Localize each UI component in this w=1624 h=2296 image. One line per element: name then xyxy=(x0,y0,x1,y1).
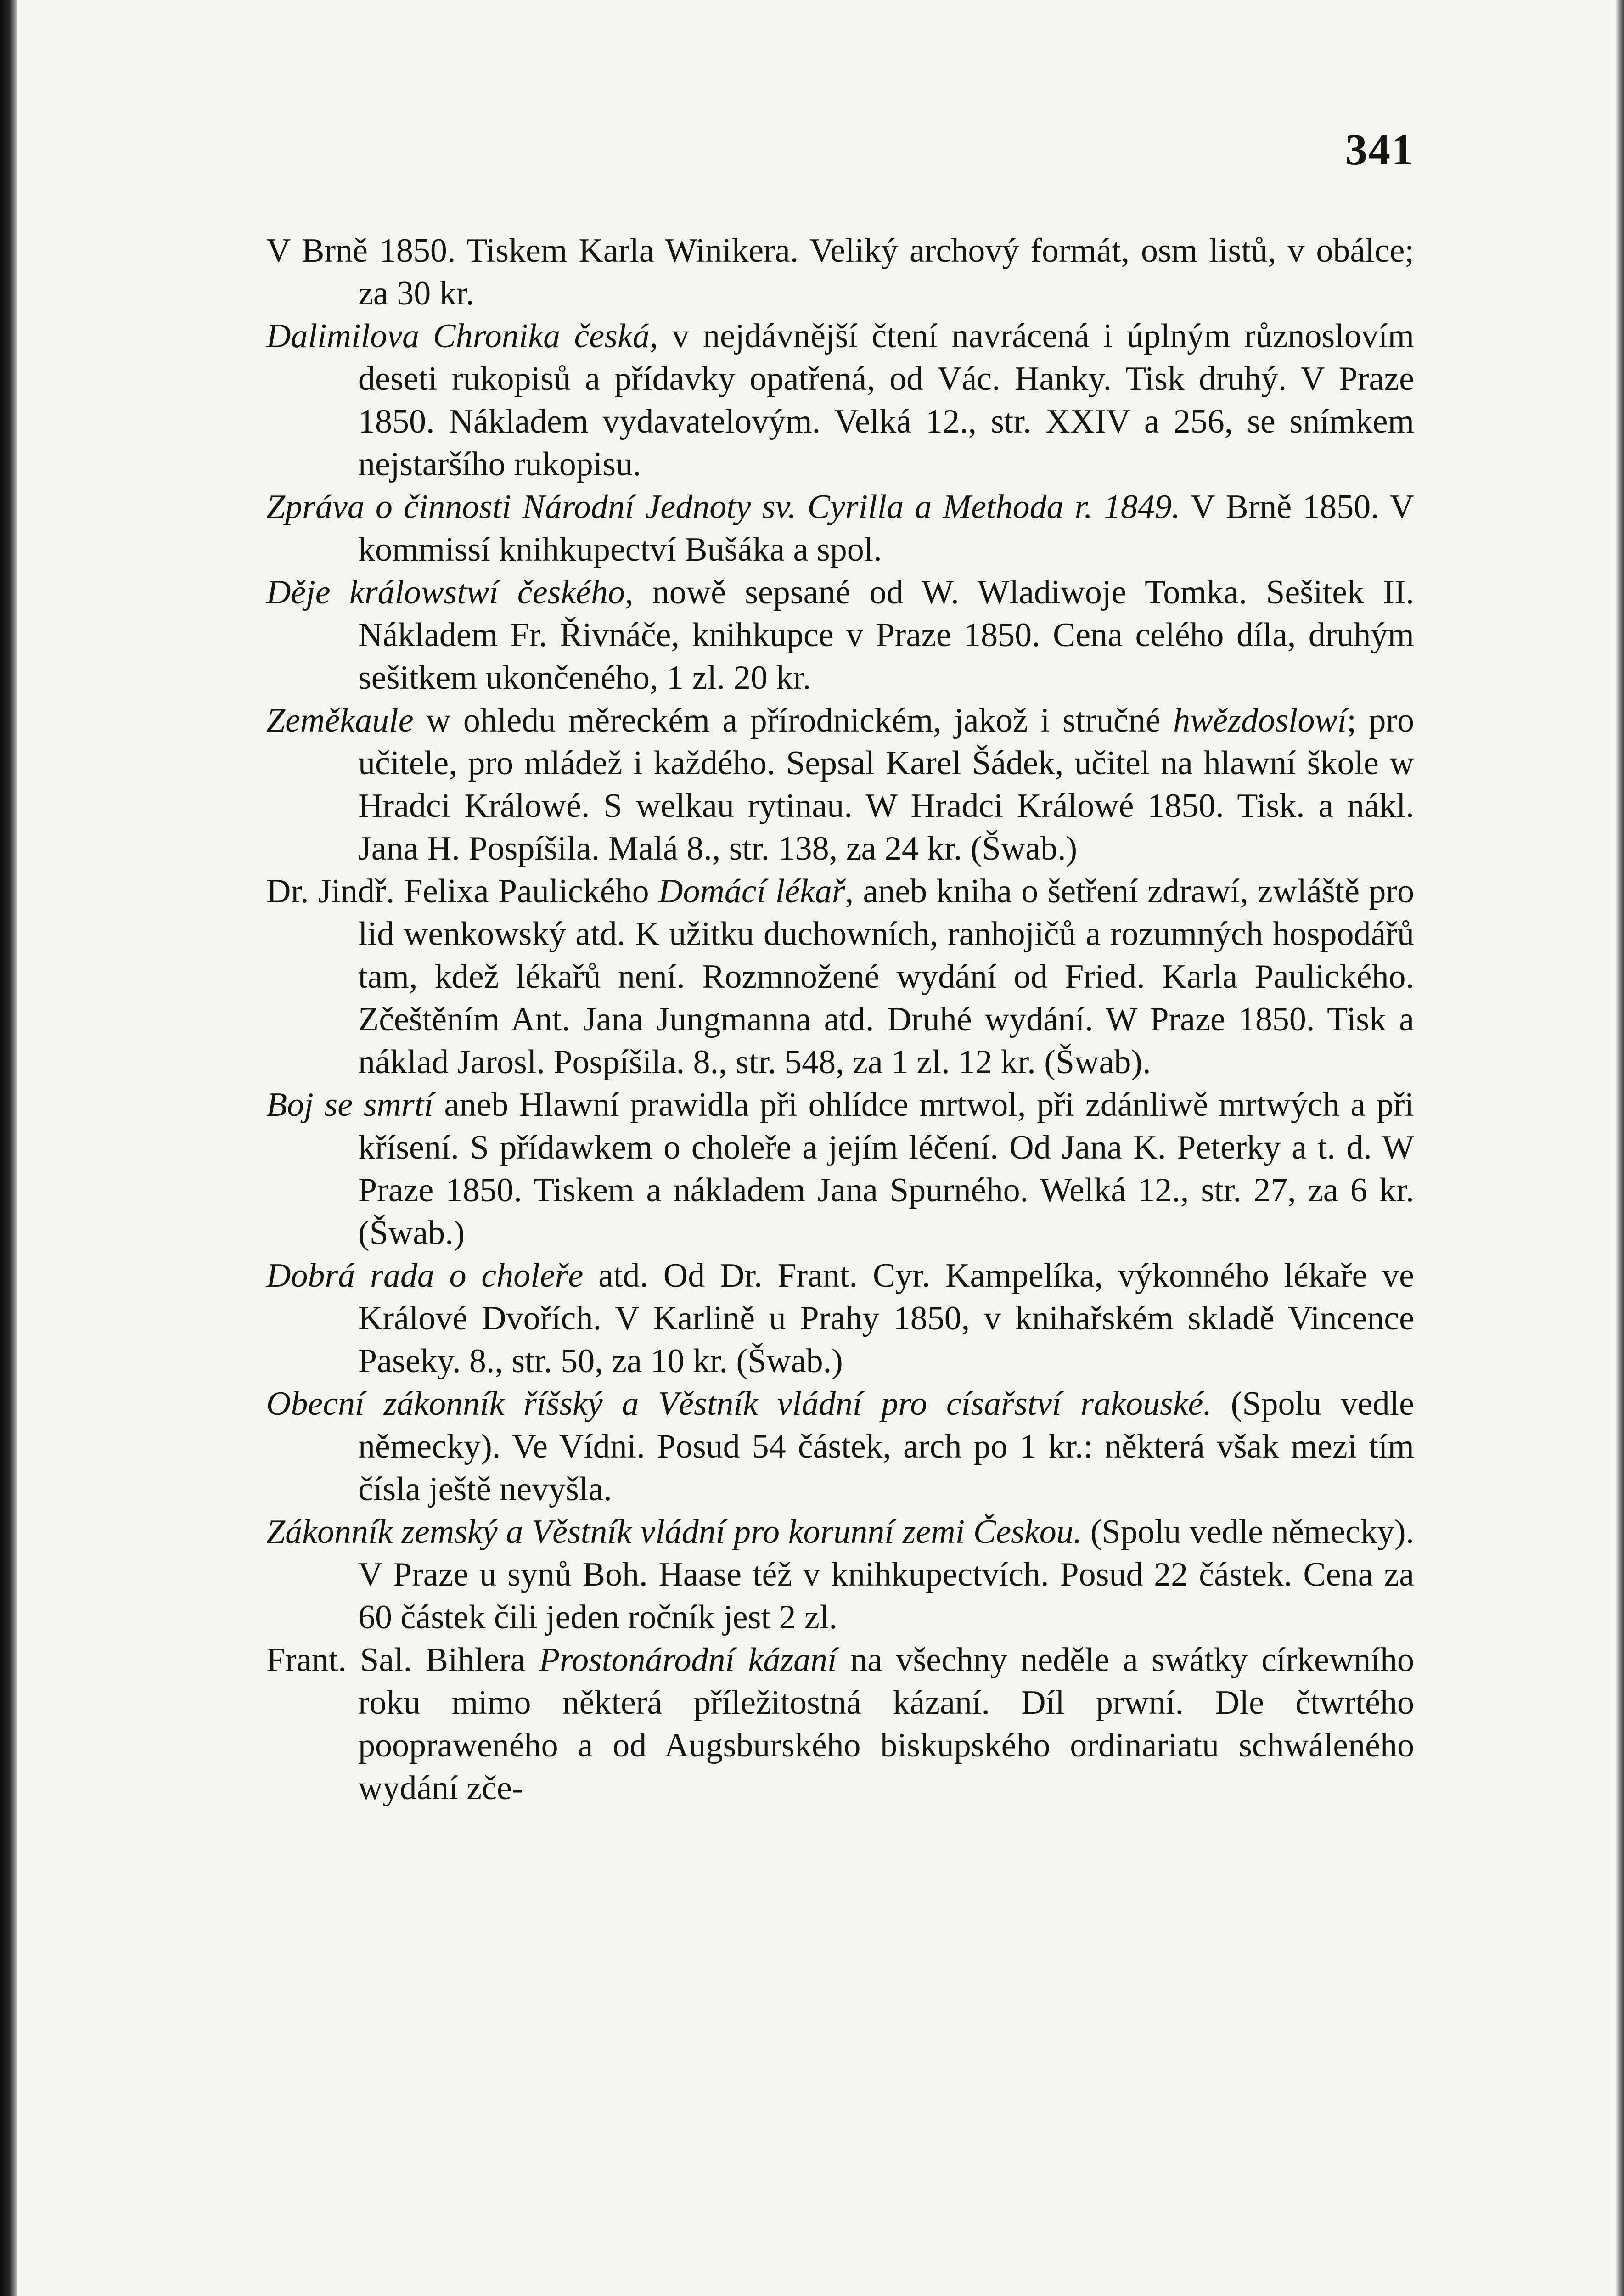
entry-text-continued: ; pro učitele, pro mládež i každého. Sepsal Karel Šádek, učitel na hlawní škole w Hradci Králowé. S welkau rytinau. W Hradci Králowé 1850. Tisk. a nákl. Jana H. Pospíšila. Malá 8., str. 138, za 24 kr. (Šwab.) xyxy=(358,702,1415,867)
entry-lead: Dr. Jindř. Felixa Paulického xyxy=(266,872,658,910)
scan-right-edge xyxy=(1616,0,1624,2296)
list-item xyxy=(266,699,1414,870)
entry-text: (Spolu vedle německy). Ve Vídni. Posud 54 částek, arch po 1 kr.: některá však mezi tím čísla ještě nevyšla. xyxy=(358,1385,1414,1508)
entry-text: , aneb kniha o šetření zdrawí, zwláště pro lid wenkowský atd. K užitku duchowních, ranhojičů a rozumných hospodářů tam, kdež lékařů není. Rozmnožené wydání od Fried. Karla Paulického. Zčeštěním Ant. Jana Jungmanna atd. Druhé wydání. W Praze 1850. Tisk a náklad Jarosl. Pospíšila. 8., str. 548, za 1 zl. 12 kr. (Šwab). xyxy=(358,872,1414,1081)
list-item xyxy=(266,1383,1414,1511)
entry-title-secondary: hwězdoslowí xyxy=(1173,702,1347,739)
scan-left-edge xyxy=(0,0,17,2296)
list-item xyxy=(266,1255,1414,1383)
list-item xyxy=(266,1084,1414,1255)
entry-title: Zákonník zemský a Věstník vládní pro korunní zemi Českou. xyxy=(266,1513,1082,1551)
list-item xyxy=(266,870,1414,1084)
entry-title: Boj se smrtí xyxy=(266,1086,433,1124)
entry-text: (Spolu vedle německy). V Praze u synů Boh. Haase též v knihkupectvích. Posud 22 částek. Cena za 60 částek čili jeden ročník jest 2 zl. xyxy=(358,1513,1414,1636)
entry-title: Prostonárodní kázaní xyxy=(539,1641,837,1679)
entry-text: na všechny neděle a swátky církewního roku mimo některá příležitostná kázaní. Díl prwní. Dle čtwrtého poopraweného a od Augsburského biskupského ordinariatu schwáleného wydání zče- xyxy=(358,1641,1414,1807)
entry-text: , nowě sepsané od W. Wladiwoje Tomka. Sešitek II. Nákladem Fr. Řivnáče, knihkupce v Praze 1850. Cena celého díla, druhým sešitkem ukončeného, 1 zl. 20 kr. xyxy=(358,574,1414,697)
bibliography-list xyxy=(266,230,1414,1810)
entry-text: atd. Od Dr. Frant. Cyr. Kampelíka, výkonného lékaře ve Králové Dvořích. V Karlině u Prahy 1850, v knihařském skladě Vincence Paseky. 8., str. 50, za 10 kr. (Šwab.) xyxy=(358,1257,1414,1380)
entry-text: , v nejdávnější čtení navrácená i úplným různoslovím deseti rukopisů a přídavky opatřená, od Vác. Hanky. Tisk druhý. V Praze 1850. Nákladem vydavatelovým. Velká 12., str. XXIV a 256, se snímkem nejstaršího rukopisu. xyxy=(358,317,1415,483)
list-item xyxy=(266,230,1414,315)
entry-text: aneb Hlawní prawidla při ohlídce mrtwol, při zdánliwě mrtwých a při křísení. S přídawkem o choleře a jejím léčení. Od Jana K. Peterky a t. d. W Praze 1850. Tiskem a nákladem Jana Spurného. Welká 12., str. 27, za 6 kr. (Šwab.) xyxy=(358,1086,1414,1252)
list-item xyxy=(266,486,1414,571)
entry-title: Dobrá rada o choleře xyxy=(266,1257,584,1294)
list-item xyxy=(266,315,1414,486)
entry-title: Obecní zákonník říšský a Věstník vládní pro císařství rakouské. xyxy=(266,1385,1212,1423)
entry-lead: Frant. Sal. Bihlera xyxy=(266,1641,539,1679)
entry-text: V Brně 1850. Tiskem Karla Winikera. Veliký archový formát, osm listů, v obálce; za 30 kr. xyxy=(266,232,1414,312)
page-number: 341 xyxy=(1345,125,1414,174)
entry-title: Zeměkaule xyxy=(266,702,414,739)
list-item xyxy=(266,1511,1414,1639)
entry-text: V Brně 1850. V kommissí knihkupectví Bušáka a spol. xyxy=(358,488,1415,568)
entry-text: w ohledu měreckém a přírodnickém, jakož i stručné xyxy=(413,702,1174,739)
entry-title: Zpráva o činnosti Národní Jednoty sv. Cyrilla a Methoda r. 1849. xyxy=(266,488,1180,526)
list-item xyxy=(266,1639,1414,1810)
entry-title: Dalimilova Chronika česká xyxy=(266,317,650,355)
entry-title: Děje králowstwí českého xyxy=(266,574,625,611)
entry-title: Domácí lékař xyxy=(658,872,845,910)
list-item xyxy=(266,571,1414,699)
